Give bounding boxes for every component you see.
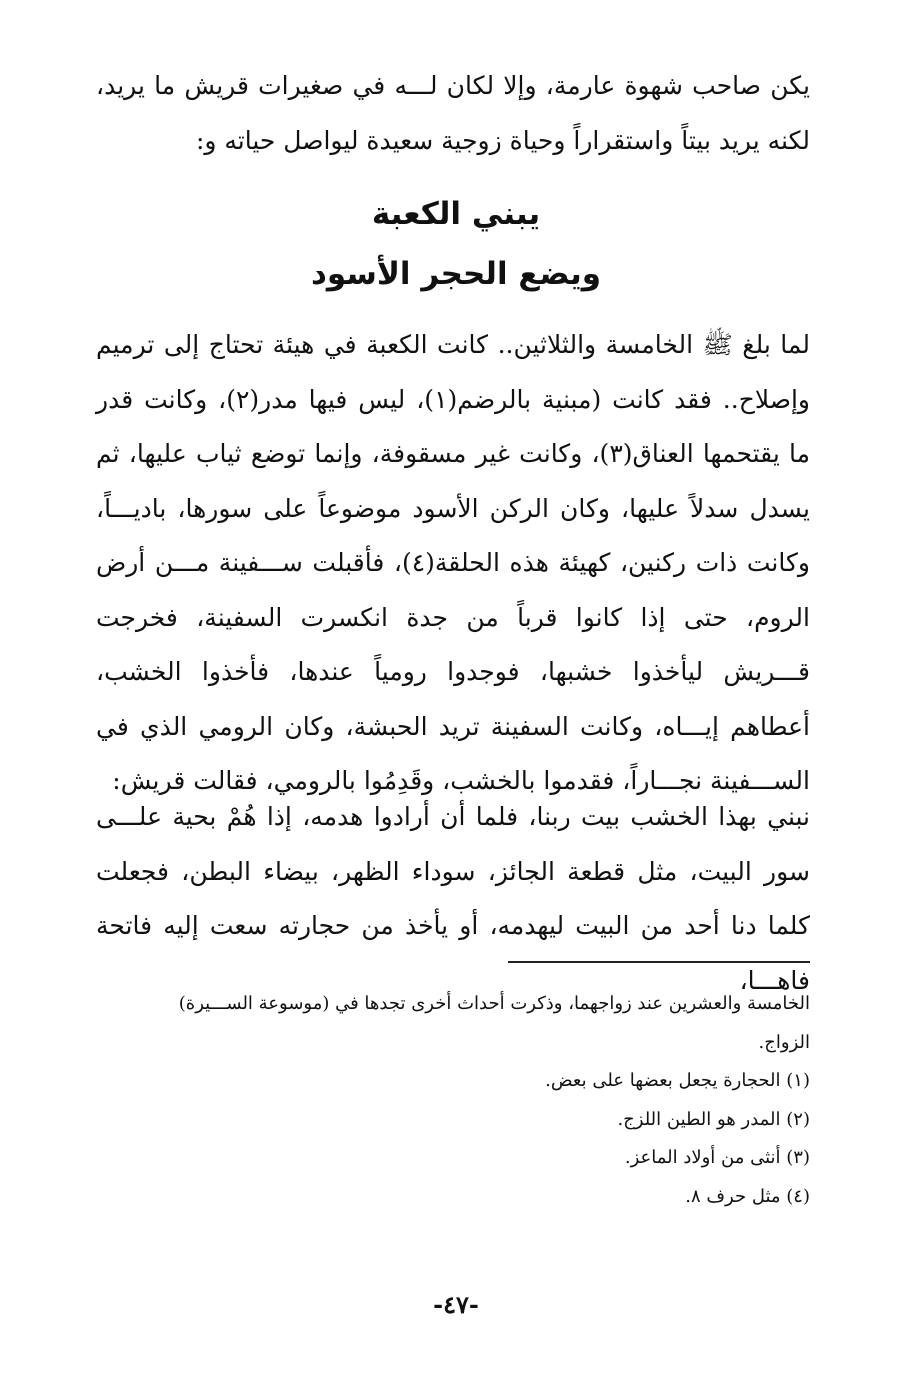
paragraph-intro: يكن صاحب شهوة عارمة، وإلا لكان لـــه في صغيرات قريش ما يريد، لكنه يريد بيتاً واستقراراً وحياة زوجية سعيدة ليواصل حياته و: xyxy=(96,71,810,155)
footnote-divider xyxy=(508,961,810,963)
page-number: -٤٧- xyxy=(433,1290,479,1319)
heading-line-2: ويضع الحجر الأسود xyxy=(311,256,601,292)
heading-line-1: يبني الكعبة xyxy=(371,196,541,232)
footnotes xyxy=(96,985,810,1216)
paragraph-snake: نبني بهذا الخشب بيت ربنا، فلما أن أرادوا هدمه، إذا هُمْ بحية علـــى سور البيت، مثل قطعة الجائز، سوداء الظهر، بيضاء البطن، فجعلت كلما دنا أحد من البيت ليهدمه، أو يأخذ من حجارته سعت إليه فاتحة فاهـــا، xyxy=(96,802,810,995)
paragraph-kaaba: لما بلغ ﷺ الخامسة والثلاثين.. كانت الكعبة في هيئة تحتاج إلى ترميم وإصلاح.. فقد كانت (مبنية بالرضم(١)، ليس فيها مدر(٢)، وكانت قدر ما يقتحمها العناق(٣)، وكانت غير مسقوفة، وإنما توضع ثياب عليها، ثم يسدل سدلاً عليها، وكان الركن الأسود موضوعاً على سورها، باديـــاً، وكانت ذات ركنين، كهيئة هذه الحلقة(٤)، فأقبلت ســـفينة مـــن أرض الروم، حتى إذا كانوا قرباً من جدة انكسرت السفينة، فخرجت قـــريش ليأخذوا خشبها، فوجدوا رومياً عندها، فأخذوا الخشب، أعطاهم إيـــاه، وكانت السفينة تريد الحبشة، وكان الرومي الذي في الســـفينة نجـــاراً، فقدموا بالخشب، وقَدِمُوا بالرومي، فقالت قريش: xyxy=(96,330,810,795)
footnote-1: (١) الحجارة يجعل بعضها على بعض. xyxy=(545,1070,810,1091)
footnote-continuation-1: الخامسة والعشرين عند زواجهما، وذكرت أحداث أخرى تجدها في (موسوعة الســـيرة) xyxy=(178,993,810,1014)
footnote-3: (٣) أنثى من أولاد الماعز. xyxy=(624,1147,810,1168)
footnote-continuation-2: الزواج. xyxy=(758,1031,810,1053)
footnote-4: (٤) مثل حرف ٨. xyxy=(685,1185,810,1207)
footnote-2: (٢) المدر هو الطين اللزج. xyxy=(617,1108,810,1130)
